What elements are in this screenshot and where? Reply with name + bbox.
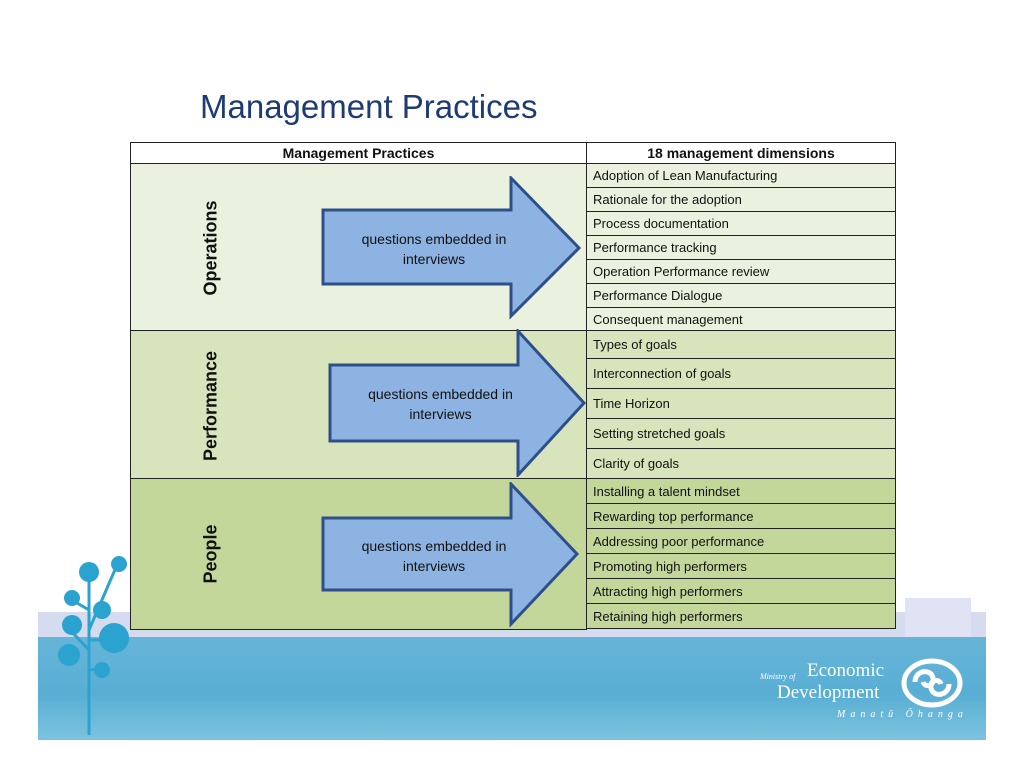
dimension-item: Time Horizon [586,389,896,419]
logo-maori-name: Manatū Ōhanga [837,709,968,720]
dimension-item: Addressing poor performance [586,529,896,554]
header-management-dimensions: 18 management dimensions [586,142,896,164]
dimension-item: Interconnection of goals [586,359,896,389]
dimensions-performance [586,330,896,479]
dimension-item: Retaining high performers [586,604,896,629]
ministry-logo [755,658,970,728]
section-performance [130,330,587,479]
dimension-item: Process documentation [586,212,896,236]
page-title: Management Practices [200,88,538,125]
background-band-light-corner [905,598,971,642]
dimension-item: Attracting high performers [586,579,896,604]
logo-development: Development [777,682,880,703]
koru-logo-icon [901,658,963,708]
dimension-item: Performance tracking [586,236,896,260]
dimension-item: Promoting high performers [586,554,896,579]
section-label-operations: Operations [200,200,221,296]
section-label-people: People [200,524,221,584]
dimension-item: Performance Dialogue [586,284,896,308]
arrow-text-people: questions embedded in interviews [361,538,507,574]
tree-graphic [52,550,142,740]
dimension-item: Types of goals [586,330,896,359]
dimension-item: Operation Performance review [586,260,896,284]
dimension-item: Installing a talent mindset [586,478,896,504]
logo-ministry-of: Ministry of [760,672,796,681]
section-operations [130,163,587,331]
arrow-text-operations: questions embedded in interviews [361,231,507,267]
dimensions-operations [586,163,896,332]
section-label-performance: Performance [200,350,221,462]
dimensions-people [586,478,896,629]
management-practices-table [130,142,896,630]
dimension-item: Adoption of Lean Manufacturing [586,163,896,188]
dimension-item: Clarity of goals [586,449,896,479]
dimension-item: Rationale for the adoption [586,188,896,212]
dimension-item: Consequent management [586,308,896,332]
section-people [130,478,587,630]
logo-economic: Economic [807,660,885,681]
dimension-item: Rewarding top performance [586,504,896,529]
header-management-practices: Management Practices [130,142,587,164]
arrow-text-performance: questions embedded in interviews [368,386,513,422]
dimension-item: Setting stretched goals [586,419,896,449]
